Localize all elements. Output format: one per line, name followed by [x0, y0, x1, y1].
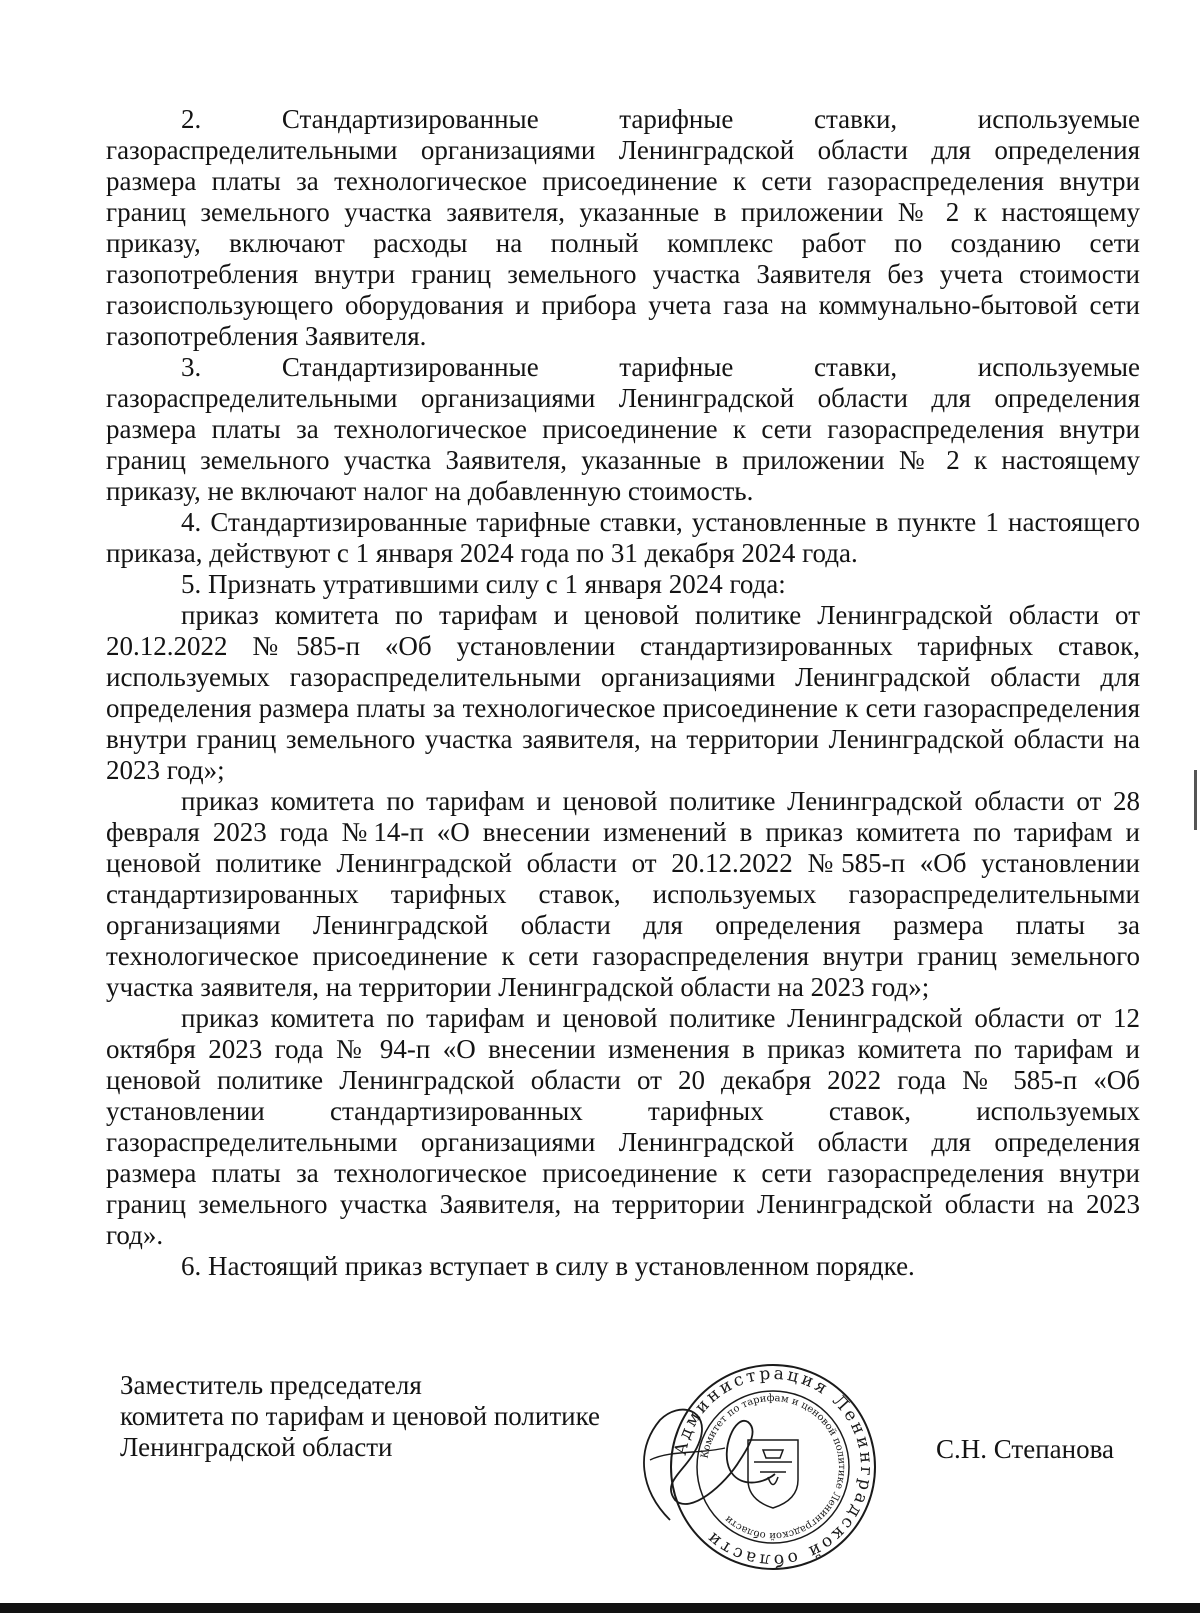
paragraph-2: 2. Стандартизированные тарифные ставки, используемые газораспределительными организациями Ленинградской области для определения размера платы за технологическое присоединение к сети газораспределения внутри границ земельного участка заявителя, указанные в приложении № 2 к настоящему приказу, включают расходы на полный комплекс работ по созданию сети газопотребления внутри границ земельного участка Заявителя без учета стоимости газоиспользующего оборудования и прибора учета газа на коммунально-бытовой сети газопотребления Заявителя. [106, 104, 1140, 351]
signatory-title-line-1: Заместитель председателя [120, 1370, 422, 1400]
order-body [106, 104, 1140, 1282]
seal-outer-text: Администрация Ленинградской области [670, 1363, 877, 1571]
paragraph-3: 3. Стандартизированные тарифные ставки, используемые газораспределительными организациями Ленинградской области для определения размера платы за технологическое присоединение к сети газораспределения внутри границ земельного участка Заявителя, указанные в приложении № 2 к настоящему приказу, не включают налог на добавленную стоимость. [106, 352, 1140, 506]
signatory-title-line-3: Ленинградской области [120, 1432, 393, 1462]
scan-bottom-border [0, 1603, 1200, 1613]
handwritten-signature [630, 1390, 780, 1530]
paragraph-6: 6. Настоящий приказ вступает в силу в установленном порядке. [181, 1251, 915, 1281]
seal-inner-text: Комитет по тарифам и ценовой политике Ленинградской области [699, 1392, 848, 1542]
repealed-order-1: приказ комитета по тарифам и ценовой политике Ленинградской области от 20.12.2022 №585-п «Об установлении стандартизированных тарифных ставок, используемых газораспределительными организациями Ленинградской области для определения размера платы за технологическое присоединение к сети газораспределения внутри границ земельного участка заявителя, на территории Ленинградской области на 2023 год»; [106, 600, 1140, 785]
paragraph-5: 5. Признать утратившими силу с 1 января 2024 года: [181, 569, 786, 599]
signatory-title [120, 1370, 600, 1463]
signatory-title-line-2: комитета по тарифам и ценовой политике [120, 1401, 601, 1431]
scan-edge-mark [1194, 770, 1197, 830]
signer-name: С.Н. Степанова [936, 1434, 1114, 1464]
paragraph-4: 4. Стандартизированные тарифные ставки, установленные в пункте 1 настоящего приказа, действуют с 1 января 2024 года по 31 декабря 2024 года. [106, 507, 1140, 568]
repealed-order-3: приказ комитета по тарифам и ценовой политике Ленинградской области от 12 октября 2023 года № 94-п «О внесении изменения в приказ комитета по тарифам и ценовой политике Ленинградской области от 20 декабря 2022 года № 585-п «Об установлении стандартизированных тарифных ставок, используемых газораспределительными организациями Ленинградской области для определения размера платы за технологическое присоединение к сети газораспределения внутри границ земельного участка Заявителя, на территории Ленинградской области на 2023 год». [106, 1003, 1140, 1250]
repealed-order-2: приказ комитета по тарифам и ценовой политике Ленинградской области от 28 февраля 2023 года №14-п «О внесении изменений в приказ комитета по тарифам и ценовой политике Ленинградской области от 20.12.2022 №585-п «Об установлении стандартизированных тарифных ставок, используемых газораспределительными организациями Ленинградской области для определения размера платы за технологическое присоединение к сети газораспределения внутри границ земельного участка заявителя, на территории Ленинградской области на 2023 год»; [106, 786, 1140, 1002]
